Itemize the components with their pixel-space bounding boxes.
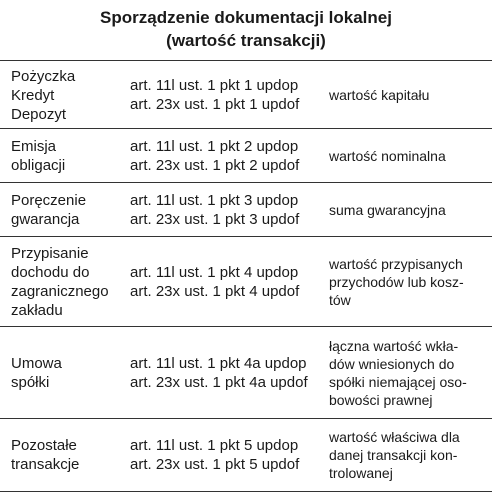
transaction-value: wartość nominalna [329, 148, 446, 164]
transaction-type: Pozostałe transakcje [11, 437, 80, 473]
table-row [0, 128, 492, 183]
transaction-value: suma gwarancyjna [329, 202, 446, 218]
table-row [0, 182, 492, 237]
legal-basis: art. 11l ust. 1 pkt 5 updop art. 23x ust. 1 pkt 5 updof [130, 437, 300, 473]
transaction-type: Poręczenie gwarancja [11, 192, 87, 228]
transaction-type: Emisja obligacji [11, 138, 66, 174]
transaction-type: Przypisanie dochodu do zagranicznego zakładu [11, 245, 109, 319]
transaction-type: Pożyczka Kredyt Depozyt [11, 67, 76, 123]
legal-basis: art. 11l ust. 1 pkt 4a updop art. 23x ust. 1 pkt 4a updof [130, 355, 308, 391]
table-row [0, 418, 492, 492]
transaction-value: wartość właściwa dla danej transakcji kon- trolowanej [329, 429, 460, 481]
table-row [0, 60, 492, 129]
table-title: Sporządzenie dokumentacji lokalnej [100, 8, 392, 27]
legal-basis: art. 11l ust. 1 pkt 1 updop art. 23x ust. 1 pkt 1 updof [130, 77, 300, 113]
table-row [0, 236, 492, 327]
transaction-type: Umowa spółki [11, 355, 62, 391]
legal-basis: art. 11l ust. 1 pkt 3 updop art. 23x ust. 1 pkt 3 updof [130, 192, 300, 228]
table-row [0, 326, 492, 419]
legal-basis: art. 11l ust. 1 pkt 2 updop art. 23x ust. 1 pkt 2 updof [130, 138, 300, 174]
transaction-value: wartość kapitału [329, 87, 430, 103]
table-subtitle: (wartość transakcji) [166, 31, 326, 50]
transaction-value: łączna wartość wkła- dów wniesionych do spółki niemającej oso- bowości prawnej [329, 338, 467, 408]
transaction-value: wartość przypisanych przychodów lub kosz- tów [329, 256, 464, 308]
legal-basis: art. 11l ust. 1 pkt 4 updop art. 23x ust. 1 pkt 4 updof [130, 264, 300, 300]
